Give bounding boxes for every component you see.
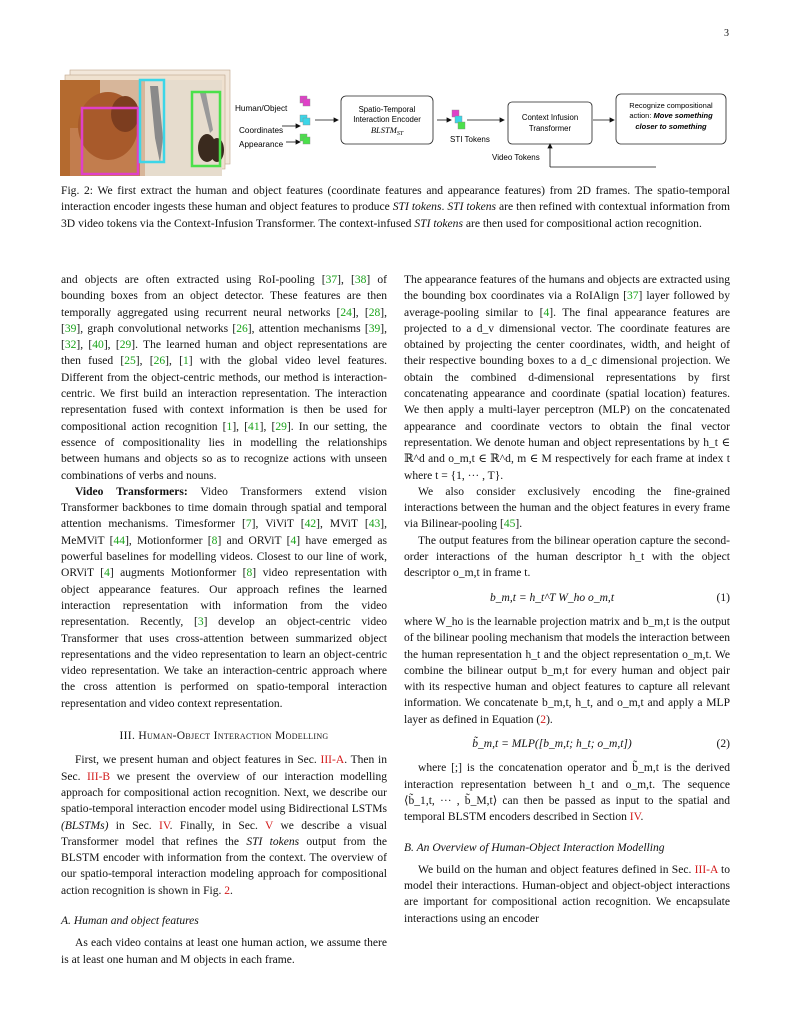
equation-body: b̃_m,t = MLP([b_m,t; h_t; o_m,t]): [472, 738, 632, 751]
overview-paragraph: We build on the human and object features defined in Sec. III-A to model their interactions. Human-object and object-object interactions are important for compositional action recognition. We encapsulate interactions using an encoder: [404, 863, 730, 925]
citation-link[interactable]: 24: [340, 306, 352, 319]
right-column: [404, 272, 730, 927]
citation-link[interactable]: 1: [182, 355, 189, 368]
transformer-box: [508, 102, 592, 144]
encoder-title-2: Interaction Encoder: [353, 115, 421, 124]
caption-label: Fig. 2:: [61, 184, 94, 197]
video-tokens-label: Video Tokens: [492, 153, 540, 162]
citation-link[interactable]: 41: [248, 420, 260, 433]
citation-link[interactable]: 4: [543, 306, 550, 319]
citation-link[interactable]: 8: [211, 534, 218, 547]
equation-number: (1): [716, 591, 730, 604]
appearance-features-paragraph: The appearance features of the humans and objects are extracted using the bounding box coordinates via a RoIAlign [37] layer followed by average-pooling similar to [4]. The final appearance features are projected to a d_v dimensional vector. The coordinate features are obtained by projecting the center coordinates, width, and height of their respective bounding boxes to a d_c dimensional projection. We obtain the combined d-dimensional representations by first concatenating appearance and coordinate (spatial location) features. We then apply a multi-layer perceptron (MLP) on the concatenated appearance and coordinate vectors to obtain the final vector representation. We denote human and object representations by h_t ∈ ℝ^d and o_m,t ∈ ℝ^d, m ∈ M respectively for each frame at index t where t = {1, ··· , T}.: [404, 274, 731, 482]
citation-link[interactable]: 37: [325, 274, 338, 286]
projection-paragraph: where W_ho is the learnable projection matrix and b_m,t is the output of the bilinear pooling mechanism that models the interaction between the human representation h_t and the object representation o_m,t. We combine the bilinear output b_m,t for every human and object pair with its respective human and object features to capture all relevant information. We concatenate b_m,t, h_t, and o_m,t and apply a MLP layer as defined in Equation (2).: [404, 615, 730, 726]
caption-text: .: [441, 200, 448, 214]
section-ref-link[interactable]: III-A: [694, 863, 718, 876]
sti-arrows: [437, 118, 504, 122]
citation-link[interactable]: 7: [245, 518, 252, 531]
human-object-features-paragraph: As each video contains at least one human action, we assume there is at least one human and M objects in each frame.: [61, 937, 387, 966]
figure-caption: [61, 183, 730, 232]
section-ref-link[interactable]: III-A: [320, 754, 345, 767]
paragraph-lead: Video Transformers:: [75, 485, 188, 498]
citation-link[interactable]: 3: [197, 616, 204, 629]
figure-ref-link[interactable]: 2: [224, 884, 231, 897]
encoder-title-1: Spatio-Temporal: [358, 105, 416, 114]
citation-link[interactable]: 39: [64, 322, 77, 335]
equation-1: [404, 590, 730, 606]
equation-body: b_m,t = h_t^T W_ho o_m,t: [489, 591, 615, 604]
subsection-heading-a: A. Human and object features: [61, 914, 199, 927]
citation-link[interactable]: 26: [236, 322, 248, 335]
figure-2-diagram: [60, 68, 736, 178]
encoder-math: $BLSTM_{ST}$: [370, 125, 404, 137]
sti-tokens-label: STI Tokens: [450, 135, 490, 144]
coordinates-label: Coordinates: [239, 126, 284, 135]
caption-text: We first extract the human and object features (coordinate features and appearance features) from 2D frames. The spatio-temporal interaction encoder ingests these human and object features to produce: [61, 184, 731, 214]
sti-tokens-icon: [452, 110, 465, 129]
left-column: [61, 272, 387, 968]
citation-link[interactable]: 37: [626, 290, 639, 303]
citation-link[interactable]: 29: [275, 420, 287, 433]
caption-em: STI tokens: [414, 216, 463, 230]
caption-em: STI tokens: [392, 200, 442, 214]
section-ref-link[interactable]: III-B: [87, 770, 111, 783]
citation-link[interactable]: 28: [368, 306, 381, 319]
recognize-line-3: closer to something: [635, 122, 707, 131]
section-ref-link[interactable]: IV: [629, 811, 641, 824]
section-ref-link[interactable]: IV: [158, 819, 170, 832]
second-order-paragraph: The output features from the bilinear operation capture the second-order interactions of the human descriptor h_t with the object descriptor o_m,t in frame t.: [404, 534, 730, 580]
citation-link[interactable]: 43: [368, 518, 381, 531]
input-tokens: [300, 96, 310, 144]
equation-number: (2): [716, 738, 730, 751]
equation-2: [404, 736, 730, 752]
transformer-label-1: Context Infusion: [521, 113, 579, 122]
transformer-label-2: Transformer: [528, 124, 572, 133]
human-object-label: Human/Object: [235, 104, 288, 113]
citation-link[interactable]: 4: [104, 567, 110, 580]
related-work-paragraph: and objects are often extracted using RoI-pooling [37], [38] of bounding boxes from an object detector. These features are then temporally aggregated using recurrent neural networks [24], [28], [39], graph convolutional networks [26], attention mechanisms [39], [32], [40], [29]. The learned human and object representations are then fused [25], [26], [1] with the global video level features. Different from the object-centric methods, our method is interaction-centric. We first build an interaction representation. The interaction representation fused with context information is then be used for compositional action recognition [1], [41], [29]. In our setting, the essence of compositionality lies in modelling the relationships between humans and objects so as to recognize actions with unseen combinations of verbs and nouns.: [61, 274, 388, 482]
citation-link[interactable]: 4: [290, 534, 297, 547]
section-overview-paragraph: First, we present human and object features in Sec. III-A. Then in Sec. III-B we present the overview of our interaction modelling approach for compositional action recognition. Next, we describe our spatio-temporal interaction encoder model using Bidirectional LSTMs (BLSTMs) in Sec. IV. Finally, in Sec. V we describe a visual Transformer model that refines the STI tokens output from the BLSTM encoder with information from the context. The overview of our spatio-temporal interaction modeling approach for compositional action recognition is shown in Fig. 2.: [61, 754, 388, 897]
citation-link[interactable]: 1: [226, 420, 233, 433]
citation-link[interactable]: 26: [153, 355, 166, 368]
concatenation-paragraph: where [;] is the concatenation operator and b̃_m,t is the derived interaction representation between h_t and o_m,t. The sequence ⟨b̃_1,t, ··· , b̃_M,t⟩ can then be passed as input to the spatial and temporal BLSTM encoders described in Section IV.: [404, 762, 730, 824]
citation-link[interactable]: 44: [113, 534, 126, 547]
section-heading: III. Human-Object Interaction Modelling: [119, 730, 329, 743]
caption-em: STI tokens: [447, 200, 497, 214]
citation-link[interactable]: 32: [64, 339, 77, 352]
bilinear-paragraph: We also consider exclusively encoding the fine-grained interactions between the human and the object features in every frame via Bilinear-pooling [45].: [404, 485, 730, 531]
section-ref-link[interactable]: V: [265, 819, 274, 832]
citation-link[interactable]: 29: [119, 339, 132, 352]
citation-link[interactable]: 45: [503, 518, 516, 531]
citation-link[interactable]: 39: [368, 322, 381, 335]
citation-link[interactable]: 42: [304, 518, 317, 531]
subsection-heading-b: B. An Overview of Human-Object Interaction Modelling: [404, 841, 665, 854]
citation-link[interactable]: 25: [124, 355, 136, 368]
recognize-line-1: Recognize compositional: [629, 101, 713, 110]
caption-text: are then refined with contextual information from 3D video tokens via the Context-Infusion Transformer. The context-infused: [61, 200, 731, 230]
citation-link[interactable]: 38: [354, 274, 367, 286]
equation-ref-link[interactable]: 2: [540, 713, 547, 726]
appearance-label: Appearance: [239, 140, 284, 149]
citation-link[interactable]: 8: [246, 567, 253, 580]
video-transformers-paragraph: Video Transformers: Video Transformers extend vision Transformer backbones to time domain through spatial and temporal attention mechanisms. Timesformer [7], ViViT [42], MViT [43], MeMViT [44], Motionformer [8] and ORViT [4] have emerged as powerful baselines for modelling videos. Closest to our line of work, ORViT [4] augments Motionformer [8] video representation with object appearance features. Our approach refines the learned interaction representation with information from the video representation. Recently, [3] develop an object-centric video Transformer that uses cross-attention between summarized object representations and the video representation to learn an object-centric video representation. We take an interaction-centric approach where the cross attention is performed on spatio-temporal interaction representation and video context representation.: [61, 485, 388, 710]
caption-text: are then used for compositional action recognition.: [462, 216, 702, 230]
recognize-line-2: action: Move something: [629, 111, 713, 120]
page-number: 3: [724, 28, 729, 39]
citation-link[interactable]: 40: [92, 339, 104, 352]
